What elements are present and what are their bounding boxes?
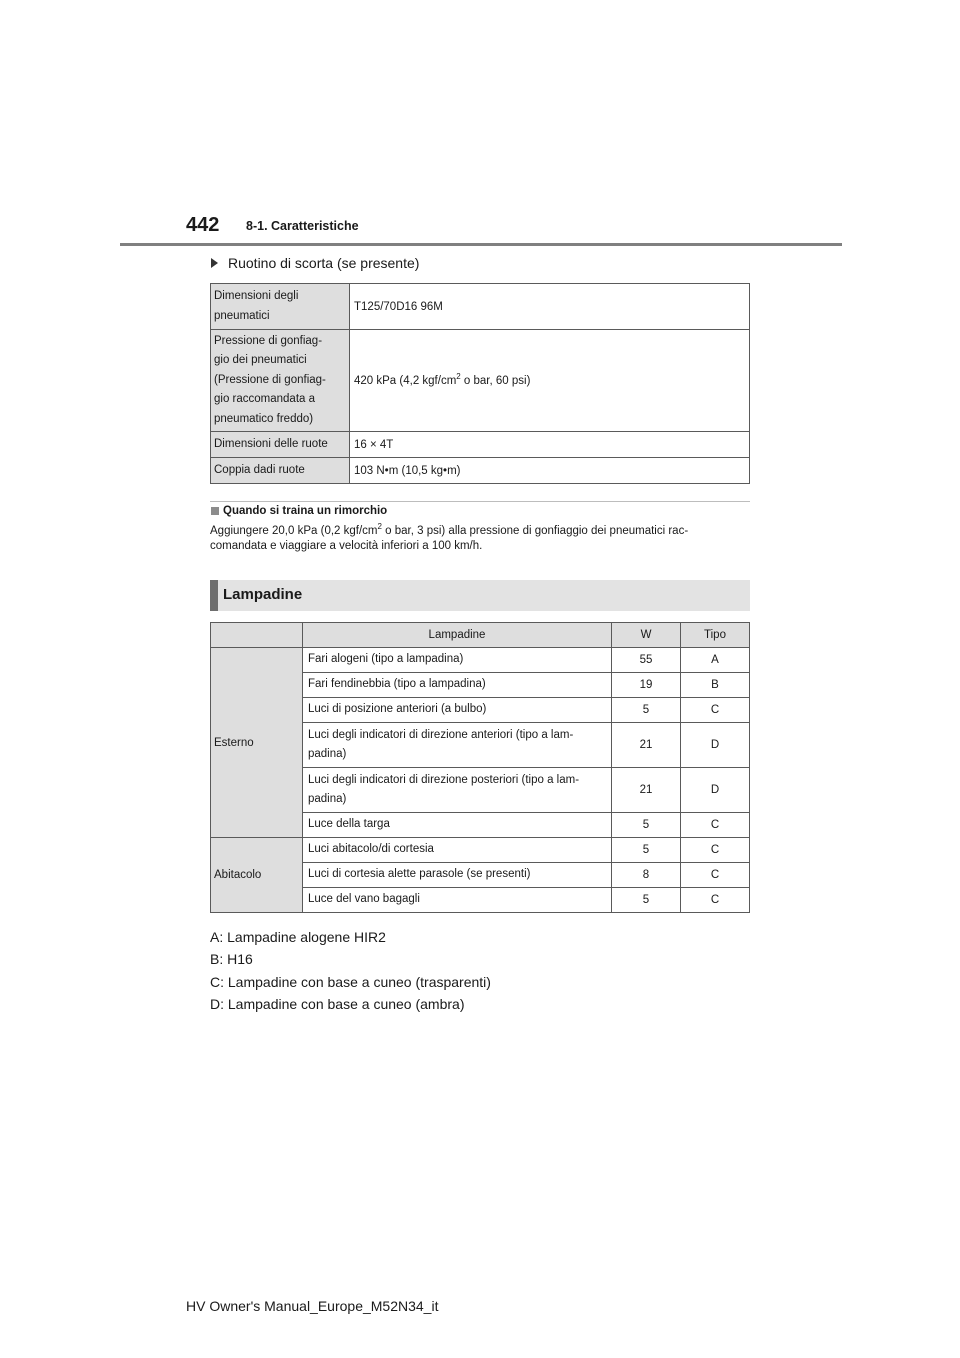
group-label: Esterno bbox=[211, 648, 303, 838]
legend-item: C: Lampadine con base a cuneo (trasparenti) bbox=[210, 973, 491, 990]
bulb-watt: 55 bbox=[612, 648, 681, 673]
bulb-type: D bbox=[681, 723, 750, 768]
bulb-type: C bbox=[681, 888, 750, 913]
spec-label: Dimensioni degli pneumatici bbox=[211, 284, 350, 330]
header-divider bbox=[120, 243, 842, 246]
column-header: Tipo bbox=[681, 623, 750, 648]
bulb-name: Luce del vano bagagli bbox=[303, 888, 612, 913]
bulbs-title: Lampadine bbox=[223, 586, 303, 603]
bulb-type: C bbox=[681, 863, 750, 888]
table-header-row bbox=[211, 623, 750, 648]
bulb-watt: 5 bbox=[612, 698, 681, 723]
table-row bbox=[211, 432, 750, 458]
spare-tire-heading bbox=[211, 255, 419, 271]
group-label: Abitacolo bbox=[211, 838, 303, 913]
square-bullet-icon bbox=[211, 507, 219, 515]
bulb-name: Luci abitacolo/di cortesia bbox=[303, 838, 612, 863]
section-title: 8-1. Caratteristiche bbox=[246, 219, 359, 233]
bulbs-table bbox=[210, 622, 750, 913]
table-row bbox=[211, 648, 750, 673]
bulb-type: B bbox=[681, 673, 750, 698]
section-divider bbox=[210, 501, 750, 502]
column-header: W bbox=[612, 623, 681, 648]
bulb-watt: 5 bbox=[612, 813, 681, 838]
column-header: Lampadine bbox=[303, 623, 612, 648]
header-accent-bar bbox=[210, 580, 218, 611]
table-row bbox=[211, 838, 750, 863]
bulb-name: Luci di cortesia alette parasole (se presenti) bbox=[303, 863, 612, 888]
table-row bbox=[211, 284, 750, 330]
bulb-type: D bbox=[681, 768, 750, 813]
bulb-type: C bbox=[681, 838, 750, 863]
bulb-watt: 19 bbox=[612, 673, 681, 698]
bulb-type-legend bbox=[210, 926, 491, 1015]
bulb-name: Luci di posizione anteriori (a bulbo) bbox=[303, 698, 612, 723]
bulb-name: Luce della targa bbox=[303, 813, 612, 838]
legend-item: D: Lampadine con base a cuneo (ambra) bbox=[210, 995, 465, 1012]
spec-value: T125/70D16 96M bbox=[350, 284, 750, 330]
legend-item: B: H16 bbox=[210, 951, 253, 968]
bulb-watt: 21 bbox=[612, 768, 681, 813]
bulb-name: Luci degli indicatori di direzione posteriori (tipo a lam- padina) bbox=[303, 768, 612, 813]
bulb-watt: 21 bbox=[612, 723, 681, 768]
bulb-name: Fari fendinebbia (tipo a lampadina) bbox=[303, 673, 612, 698]
towing-heading: Quando si traina un rimorchio bbox=[211, 505, 387, 517]
bulb-watt: 8 bbox=[612, 863, 681, 888]
bulb-type: C bbox=[681, 698, 750, 723]
spec-value: 103 N•m (10,5 kg•m) bbox=[350, 458, 750, 484]
bulb-name: Luci degli indicatori di direzione anteriori (tipo a lam- padina) bbox=[303, 723, 612, 768]
spare-tire-title: Ruotino di scorta (se presente) bbox=[228, 255, 420, 271]
spec-value: 16 × 4T bbox=[350, 432, 750, 458]
page-number: 442 bbox=[186, 214, 220, 236]
spec-value: 420 kPa (4,2 kgf/$cm^2$ o bar, 60 psi) bbox=[350, 330, 750, 432]
bulb-type: A bbox=[681, 648, 750, 673]
bulbs-section-header bbox=[210, 580, 750, 611]
spec-label: Pressione di gonfiag- gio dei pneumatici (Pressione di gonfiag- gio raccomandata a pneumatico freddo) bbox=[211, 330, 350, 432]
bulb-watt: 5 bbox=[612, 888, 681, 913]
bulb-name: Fari alogeni (tipo a lampadina) bbox=[303, 648, 612, 673]
footer-manual-id: HV Owner's Manual_Europe_M52N34_it bbox=[186, 1298, 439, 1314]
table-row bbox=[211, 330, 750, 432]
triangle-bullet-icon bbox=[211, 258, 218, 268]
table-row bbox=[211, 458, 750, 484]
legend-item: A: Lampadine alogene HIR2 bbox=[210, 929, 386, 945]
column-header bbox=[211, 623, 303, 648]
spec-label: Coppia dadi ruote bbox=[211, 458, 350, 484]
bulb-watt: 5 bbox=[612, 838, 681, 863]
towing-text: Aggiungere 20,0 kPa (0,2 kgf/$cm^2$ o bar, 3 psi) alla pressione di gonfiaggio dei pneumatici rac- comandata e viaggiare a velocità inferiori a 100 km/h. bbox=[210, 522, 689, 552]
bulb-type: C bbox=[681, 813, 750, 838]
spec-label: Dimensioni delle ruote bbox=[211, 432, 350, 458]
spare-tire-table bbox=[210, 283, 750, 484]
